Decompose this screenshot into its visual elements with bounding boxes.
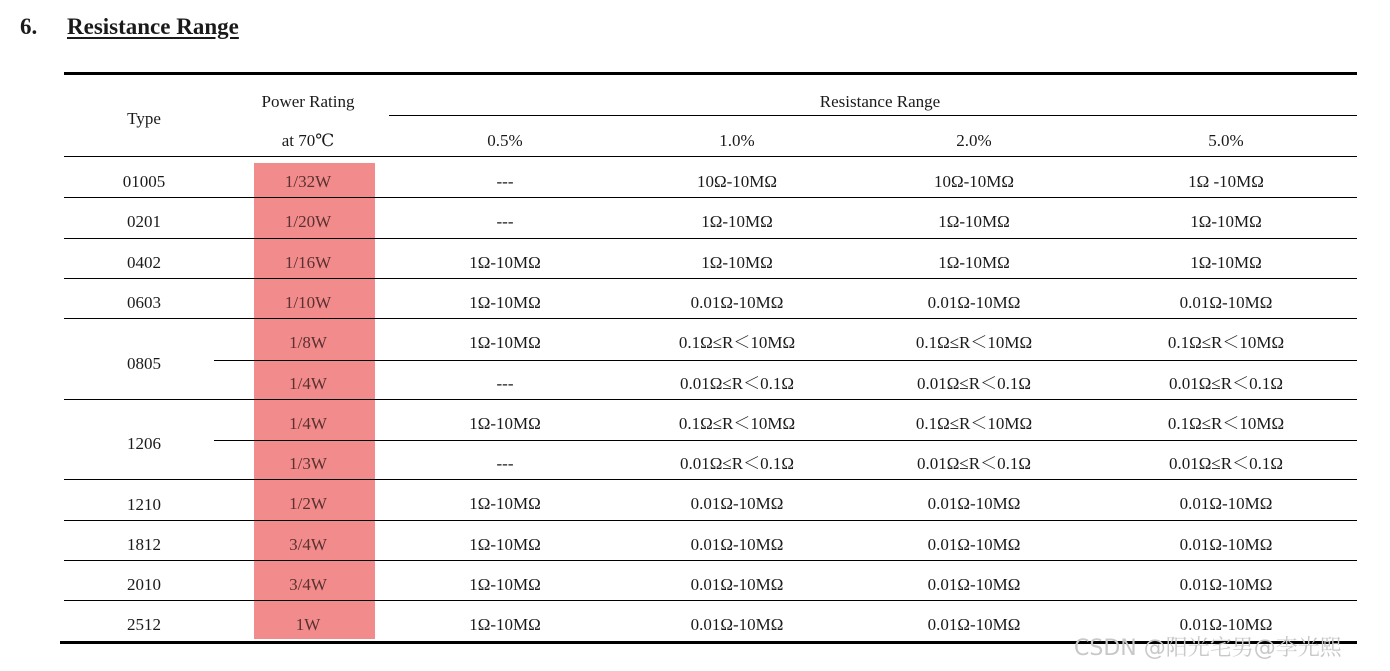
type-cell: 0805 [127,353,161,373]
power-rating-cell: 1/8W [289,333,327,353]
header-resistance-range: Resistance Range [819,92,941,111]
header-power-line2: at 70℃ [281,131,335,150]
range-2-0-cell: 0.1Ω≤R＜10MΩ [915,333,1033,353]
range-0-5-cell: --- [496,212,514,232]
range-5-0-cell: 1Ω-10MΩ [1190,252,1262,272]
range-5-0-cell: 0.01Ω-10MΩ [1179,494,1273,514]
row-divider [64,238,1357,239]
type-cell: 0201 [127,212,161,232]
range-1-0-cell: 0.01Ω-10MΩ [690,292,784,312]
range-2-0-cell: 1Ω-10MΩ [938,212,1010,232]
range-2-0-cell: 0.01Ω-10MΩ [927,534,1021,554]
range-5-0-cell: 0.1Ω≤R＜10MΩ [1167,333,1285,353]
range-1-0-cell: 0.01Ω-10MΩ [690,534,784,554]
range-0-5-cell: 1Ω-10MΩ [469,575,541,594]
range-2-0-cell: 0.1Ω≤R＜10MΩ [915,413,1033,433]
range-0-5-cell: 1Ω-10MΩ [469,413,541,433]
range-5-0-cell: 0.01Ω≤R＜0.1Ω [1169,454,1283,474]
range-1-0-cell: 0.1Ω≤R＜10MΩ [678,413,796,433]
power-rating-cell: 1/2W [289,494,327,514]
range-2-0-cell: 0.01Ω≤R＜0.1Ω [917,373,1031,393]
power-rating-cell: 1/10W [284,292,332,312]
range-2-0-cell: 10Ω-10MΩ [933,172,1015,191]
row-divider [64,600,1357,601]
range-0-5-cell: --- [496,373,514,393]
power-rating-cell: 1/4W [289,413,327,433]
range-1-0-cell: 0.01Ω≤R＜0.1Ω [680,373,794,393]
power-rating-cell: 1/20W [284,212,332,232]
table-top-rule [64,72,1357,75]
power-rating-cell: 3/4W [289,534,327,554]
row-divider [64,479,1357,480]
range-1-0-cell: 0.01Ω-10MΩ [690,615,784,635]
type-cell: 0402 [127,252,161,272]
watermark: CSDN @阳光宅男@李光熙 [1074,636,1342,661]
range-group-rule [389,115,1357,116]
header-tol-5-0: 5.0% [1208,131,1244,150]
row-divider [64,278,1357,279]
range-0-5-cell: 1Ω-10MΩ [469,494,541,514]
type-cell: 01005 [122,172,166,192]
row-divider [64,197,1357,198]
type-cell: 1210 [127,494,161,514]
range-2-0-cell: 0.01Ω≤R＜0.1Ω [917,454,1031,474]
header-tol-0-5: 0.5% [487,131,523,150]
section-heading [20,14,239,40]
sub-row-divider [214,360,1357,361]
range-5-0-cell: 0.01Ω-10MΩ [1179,292,1273,312]
range-0-5-cell: --- [496,454,514,474]
row-divider [64,560,1357,561]
range-0-5-cell: 1Ω-10MΩ [469,534,541,554]
range-2-0-cell: 0.01Ω-10MΩ [927,575,1021,594]
range-5-0-cell: 1Ω-10MΩ [1190,212,1262,232]
range-1-0-cell: 0.1Ω≤R＜10MΩ [678,333,796,353]
header-bottom-rule [64,156,1357,157]
range-1-0-cell: 0.01Ω≤R＜0.1Ω [680,454,794,474]
section-title: Resistance Range [67,14,239,39]
range-1-0-cell: 0.01Ω-10MΩ [690,494,784,514]
power-rating-cell: 3/4W [289,575,327,594]
type-cell: 0603 [127,293,161,313]
header-tol-2-0: 2.0% [956,131,992,150]
range-2-0-cell: 1Ω-10MΩ [938,252,1010,272]
type-cell: 2512 [127,615,161,635]
power-rating-cell: 1/4W [289,373,327,393]
range-5-0-cell: 0.1Ω≤R＜10MΩ [1167,413,1285,433]
range-5-0-cell: 0.01Ω-10MΩ [1179,534,1273,554]
range-0-5-cell: 1Ω-10MΩ [469,615,541,635]
row-divider [64,399,1357,400]
range-1-0-cell: 0.01Ω-10MΩ [690,575,784,594]
range-0-5-cell: 1Ω-10MΩ [469,292,541,312]
sub-row-divider [214,440,1357,441]
range-5-0-cell: 0.01Ω≤R＜0.1Ω [1169,373,1283,393]
header-tol-1-0: 1.0% [719,131,755,150]
range-5-0-cell: 0.01Ω-10MΩ [1179,575,1273,594]
type-cell: 1206 [127,434,161,454]
row-divider [64,318,1357,319]
power-rating-cell: 1/3W [289,454,327,474]
range-5-0-cell: 1Ω -10MΩ [1188,172,1264,191]
row-divider [64,520,1357,521]
section-number: 6. [20,14,38,39]
range-0-5-cell: --- [496,172,514,191]
range-1-0-cell: 1Ω-10MΩ [701,252,773,272]
range-1-0-cell: 10Ω-10MΩ [696,172,778,191]
power-rating-cell: 1W [295,615,321,635]
range-0-5-cell: 1Ω-10MΩ [469,252,541,272]
type-cell: 2010 [127,575,161,595]
type-cell: 1812 [127,534,161,554]
header-power-line1: Power Rating [261,92,355,111]
range-2-0-cell: 0.01Ω-10MΩ [927,494,1021,514]
range-2-0-cell: 0.01Ω-10MΩ [927,292,1021,312]
power-rating-cell: 1/16W [284,252,332,272]
power-rating-cell: 1/32W [284,172,332,191]
range-5-0-cell: 0.01Ω-10MΩ [1179,615,1273,635]
range-1-0-cell: 1Ω-10MΩ [701,212,773,232]
header-type: Type [127,109,161,128]
range-2-0-cell: 0.01Ω-10MΩ [927,615,1021,635]
range-0-5-cell: 1Ω-10MΩ [469,333,541,353]
